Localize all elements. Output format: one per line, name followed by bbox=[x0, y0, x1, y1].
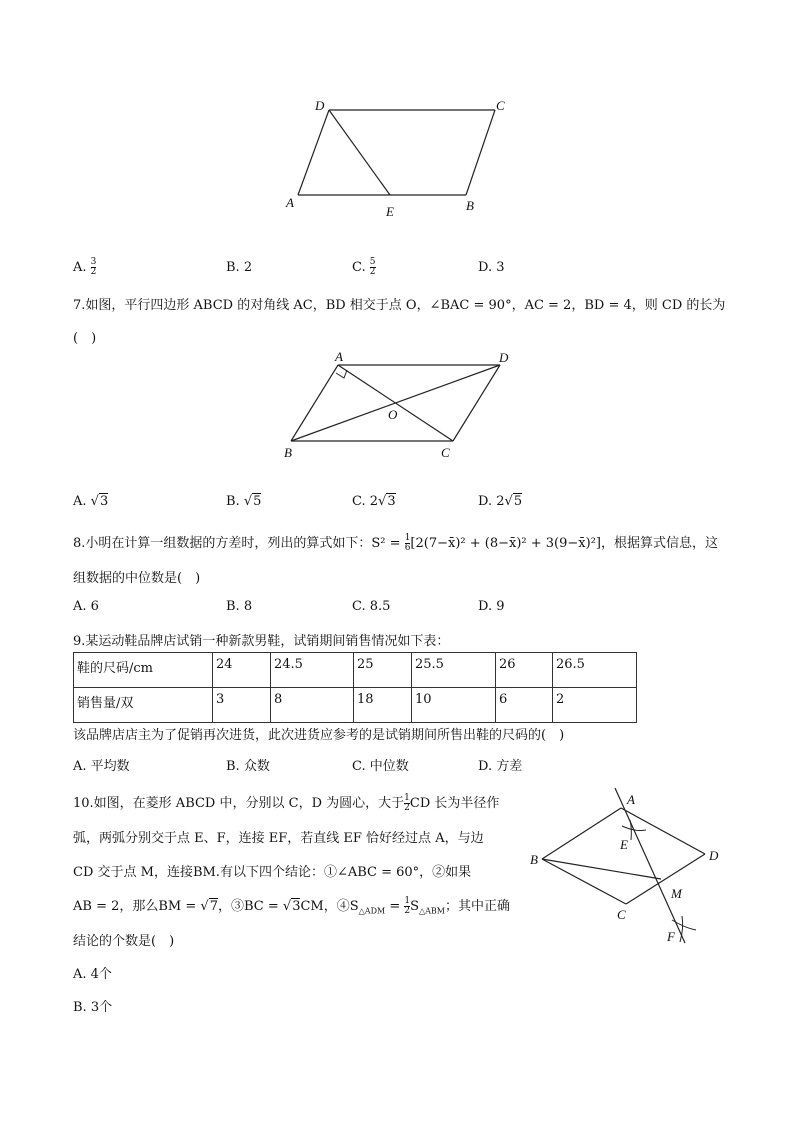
q6-option-d: D. 3 bbox=[478, 260, 505, 275]
table-cell: 3 bbox=[213, 688, 271, 723]
q7-bracket: ( ) bbox=[73, 331, 97, 346]
table-cell: 6 bbox=[496, 688, 553, 723]
q7-option-b: B. √5 bbox=[226, 494, 262, 509]
q10-label-e: E bbox=[620, 837, 628, 852]
q8-option-d: D. 9 bbox=[478, 599, 505, 614]
q6-option-b: B. 2 bbox=[226, 260, 253, 275]
q10-stem-line2: 弧，两弧分别交于点 E、F，连接 EF，若直线 EF 恰好经过点 A，与边 bbox=[73, 831, 484, 846]
q6-parallelogram-figure bbox=[280, 92, 520, 222]
q6-option-a: A. $\frac{3}{2}$ bbox=[73, 257, 97, 277]
table-cell: 2 bbox=[553, 688, 637, 723]
q7-option-c: C. 2√3 bbox=[352, 494, 396, 509]
table-cell: 销售量/双 bbox=[74, 688, 213, 723]
q7-label-a: A bbox=[335, 349, 343, 364]
q8-stem: 8.小明在计算一组数据的方差时，列出的算式如下：S² = $\frac{1}{6}$ [2(7−x̄)² + (8−x̄)² + 3(9−x̄)²]，根据算式信息，这 bbox=[73, 533, 718, 553]
table-cell: 8 bbox=[271, 688, 354, 723]
q10-label-a: A bbox=[627, 792, 635, 807]
q8-stem-line2: 组数据的中位数是( ) bbox=[73, 571, 201, 586]
q6-option-c: C. $\frac{5}{2}$ bbox=[352, 257, 376, 277]
q7-option-a: A. √3 bbox=[73, 494, 109, 509]
q9-sales-table bbox=[73, 652, 637, 723]
table-cell: 24.5 bbox=[271, 653, 354, 688]
q9-option-d: D. 方差 bbox=[478, 759, 523, 774]
q6-label-d: D bbox=[315, 98, 325, 113]
q7-option-d: D. 2√5 bbox=[478, 494, 523, 509]
q9-option-a: A. 平均数 bbox=[73, 759, 130, 774]
q7-label-d: D bbox=[499, 350, 509, 365]
table-cell: 鞋的尺码/cm bbox=[74, 653, 213, 688]
q10-rhombus-figure bbox=[522, 780, 742, 955]
q10-label-b: B bbox=[530, 852, 538, 867]
q9-option-b: B. 众数 bbox=[226, 759, 270, 774]
q7-stem: 7.如图，平行四边形 ABCD 的对角线 AC，BD 相交于点 O，∠BAC = 90°，AC = 2，BD = 4，则 CD 的长为 bbox=[73, 298, 726, 313]
q10-stem-line4: AB = 2，那么BM = √7，③BC = √3CM，$④S_{\triangle ADM}$ = $\frac{1}{2}$ $S_{\triangle ABM}$；其中正确 bbox=[73, 896, 511, 916]
q6-label-c: C bbox=[496, 98, 505, 113]
q10-label-m: M bbox=[671, 886, 682, 901]
table-cell: 18 bbox=[354, 688, 412, 723]
q7-label-c: C bbox=[441, 445, 450, 460]
q8-option-b: B. 8 bbox=[226, 599, 253, 614]
table-cell: 10 bbox=[412, 688, 496, 723]
q10-option-b: B. 3个 bbox=[73, 1000, 113, 1015]
table-cell: 26.5 bbox=[553, 653, 637, 688]
table-row bbox=[74, 688, 637, 723]
q10-option-a: A. 4个 bbox=[73, 967, 112, 982]
q6-label-b: B bbox=[466, 198, 474, 213]
q9-option-c: C. 中位数 bbox=[352, 759, 409, 774]
table-cell: 25.5 bbox=[412, 653, 496, 688]
q10-label-f: F bbox=[667, 929, 675, 944]
table-cell: 25 bbox=[354, 653, 412, 688]
q10-stem-line3: CD 交于点 M，连接BM.有以下四个结论：①∠ABC = 60°，②如果 bbox=[73, 865, 472, 880]
q10-label-d: D bbox=[709, 848, 719, 863]
q10-stem-line5: 结论的个数是( ) bbox=[73, 934, 175, 949]
table-row bbox=[74, 653, 637, 688]
table-cell: 26 bbox=[496, 653, 553, 688]
q6-label-e: E bbox=[386, 204, 394, 219]
q8-option-a: A. 6 bbox=[73, 599, 99, 614]
q7-label-b: B bbox=[284, 445, 292, 460]
q9-stem: 9.某运动鞋品牌店试销一种新款男鞋，试销期间销售情况如下表： bbox=[73, 634, 450, 649]
q7-parallelogram-figure bbox=[278, 345, 518, 465]
q10-label-c: C bbox=[617, 907, 626, 922]
q6-label-a: A bbox=[286, 195, 294, 210]
q7-label-o: O bbox=[388, 407, 398, 422]
table-cell: 24 bbox=[213, 653, 271, 688]
q9-question: 该品牌店店主为了促销再次进货，此次进货应参考的是试销期间所售出鞋的尺码的( ) bbox=[73, 728, 565, 743]
q8-option-c: C. 8.5 bbox=[352, 599, 391, 614]
q10-stem-line1: 10.如图，在菱形 ABCD 中，分别以 C，D 为圆心，大于 $\frac{1}{2}$ CD 长为半径作 bbox=[73, 793, 500, 813]
